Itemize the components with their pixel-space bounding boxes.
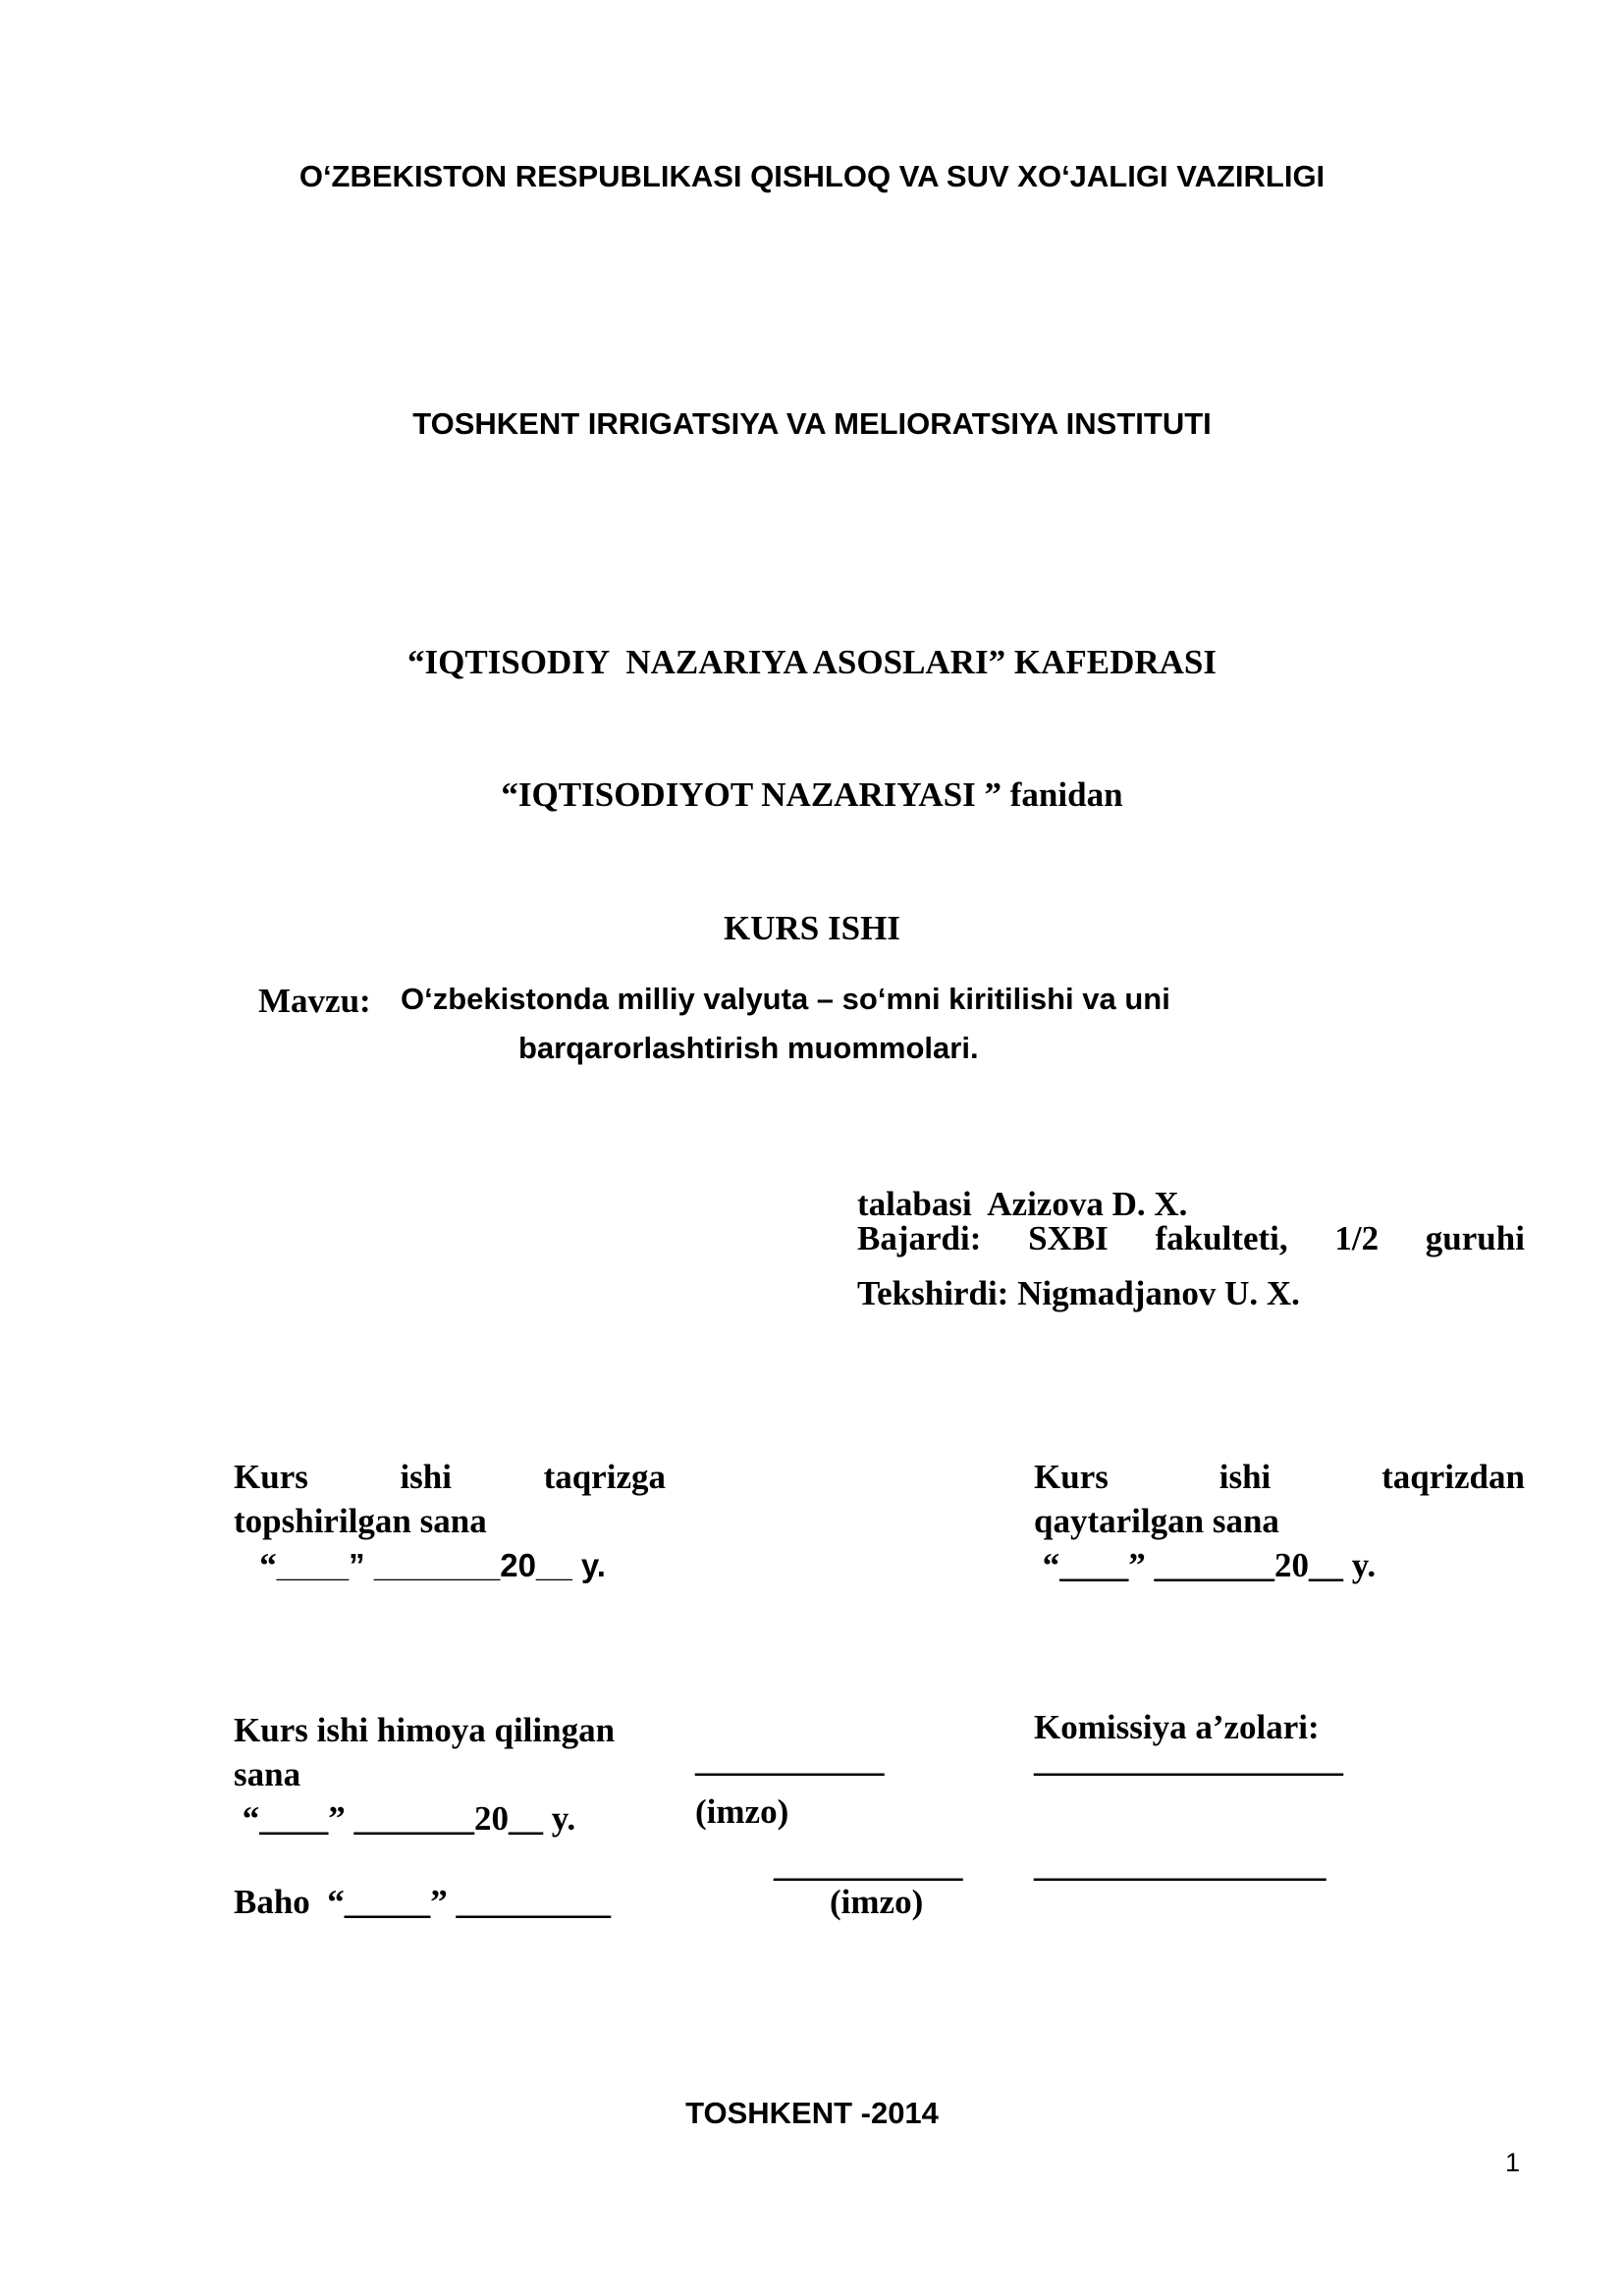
signature-label-2: (imzo) — [830, 1883, 924, 1921]
city-year: TOSHKENT -2014 — [685, 2096, 939, 2130]
defense-date: “____” _______20__ y. — [234, 1799, 576, 1838]
review-submitted-word-2: ishi — [400, 1458, 452, 1496]
review-returned-word-2: ishi — [1218, 1458, 1272, 1496]
signature-line-2: ___________ — [774, 1845, 963, 1884]
review-submitted-line-2: topshirilgan sana — [234, 1502, 487, 1540]
topic-text-line-1: O‘zbekistonda milliy valyuta – so‘mni kiritilishi va uni — [401, 982, 1170, 1016]
review-submitted-date-quote: “ — [259, 1546, 277, 1584]
student-line: talabasi Azizova D. X. — [857, 1185, 1188, 1223]
review-submitted-word-1: Kurs — [234, 1458, 308, 1496]
defense-line-1: Kurs ishi himoya qilingan — [234, 1711, 616, 1749]
review-returned-date: “____” _______20__ y. — [1042, 1546, 1377, 1584]
commission-label: Komissiya a’zolari: — [1034, 1708, 1320, 1746]
review-returned-word-3: taqrizdan — [1381, 1458, 1525, 1496]
group-word: guruhi — [1425, 1219, 1525, 1257]
topic-text-line-2: barqarorlashtirish muommolari. — [518, 1031, 979, 1065]
work-type-title: KURS ISHI — [724, 909, 900, 947]
topic-label: Mavzu: — [258, 982, 371, 1020]
defense-line-2: sana — [234, 1755, 301, 1793]
ministry-title: O‘ZBEKISTON RESPUBLIKASI QISHLOQ VA SUV XO‘JALIGI VAZIRLIGI — [298, 159, 1326, 193]
commission-line-1: __________________ — [1034, 1740, 1343, 1779]
review-submitted-block — [234, 1455, 666, 1587]
signature-label-1: (imzo) — [695, 1792, 789, 1831]
grade-line: Baho “_____” _________ — [234, 1883, 612, 1921]
review-returned-block — [1034, 1455, 1525, 1587]
review-submitted-date: ____” _______20__ y. — [276, 1547, 606, 1583]
faculty-word: fakulteti, — [1155, 1219, 1288, 1257]
checker-line: Tekshirdi: Nigmadjanov U. X. — [857, 1274, 1300, 1312]
page-number: 1 — [1505, 2148, 1521, 2177]
faculty-name: SXBI — [1028, 1219, 1109, 1257]
group-number: 1/2 — [1334, 1219, 1380, 1257]
institute-title: TOSHKENT IRRIGATSIYA VA MELIORATSIYA INSTITUTI — [412, 406, 1212, 441]
review-returned-word-1: Kurs — [1034, 1458, 1109, 1496]
department-title: “IQTISODIY NAZARIYA ASOSLARI” KAFEDRASI — [406, 643, 1217, 681]
review-submitted-word-3: taqrizga — [543, 1458, 666, 1496]
subject-title: “IQTISODIYOT NAZARIYASI ” fanidan — [501, 775, 1123, 814]
commission-line-2: _________________ — [1034, 1845, 1326, 1884]
review-returned-line-2: qaytarilgan sana — [1034, 1502, 1279, 1540]
defense-block — [234, 1708, 615, 1841]
bajardi-label: Bajardi: — [857, 1219, 982, 1257]
signature-line-1: ___________ — [695, 1740, 885, 1779]
